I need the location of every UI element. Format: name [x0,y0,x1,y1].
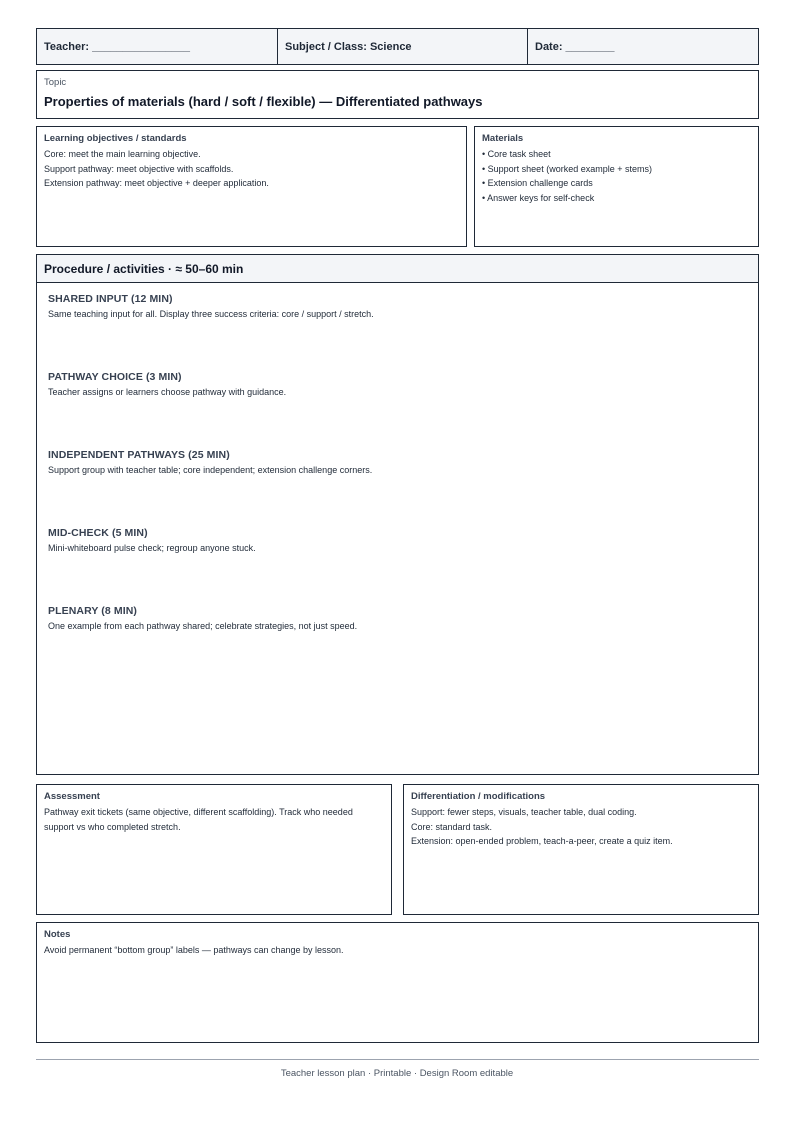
topic-title[interactable]: Properties of materials (hard / soft / flexible) — Differentiated pathways [44,94,483,109]
procedure-step[interactable] [48,293,748,319]
topic-label: Topic [44,77,67,88]
procedure-step[interactable] [48,371,748,397]
differentiation-label: Differentiation / modifications [411,791,546,802]
objective-line[interactable]: Extension pathway: meet objective + deeper application. [44,178,269,188]
footer-divider [36,1059,759,1060]
assessment-text[interactable]: Pathway exit tickets (same objective, different scaffolding). Track who needed support vs who completed stretch. [44,807,353,832]
materials-item[interactable]: • Answer keys for self-check [482,192,595,203]
materials-item[interactable]: • Support sheet (worked example + stems) [482,163,652,174]
footer-text: Teacher lesson plan · Printable · Design Room editable [280,1068,514,1079]
materials-item[interactable]: • Core task sheet [482,149,551,159]
differentiation-line[interactable]: Core: standard task. [411,821,493,832]
assessment-section [36,784,392,915]
step-description: One example from each pathway shared; celebrate strategies, not just speed. [48,621,358,631]
notes-label: Notes [44,929,71,940]
date-field[interactable]: Date: ________ [535,40,615,53]
differentiation-line[interactable]: Extension: open-ended problem, teach-a-peer, create a quiz item. [411,836,673,846]
step-title: SHARED INPUT (12 MIN) [48,293,173,305]
header-row [36,28,759,65]
objectives-label: Learning objectives / standards [44,133,187,144]
step-description: Support group with teacher table; core independent; extension challenge corners. [48,465,373,475]
step-title: MID-CHECK (5 MIN) [48,527,148,539]
notes-section [36,922,759,1043]
step-description: Mini-whiteboard pulse check; regroup anyone stuck. [48,543,256,553]
assessment-label: Assessment [44,791,100,802]
topic-section [36,70,759,119]
procedure-step[interactable] [48,527,748,553]
procedure-heading: Procedure / activities · ≈ 50–60 min [37,255,758,283]
procedure-section [36,254,759,775]
materials-label: Materials [482,133,524,144]
subject-field[interactable]: Subject / Class: Science [285,40,412,53]
objective-line[interactable]: Support pathway: meet objective with scaffolds. [44,163,234,174]
materials-item[interactable]: • Extension challenge cards [482,178,593,188]
teacher-field[interactable]: Teacher: ________________ [44,40,190,53]
step-title: PLENARY (8 MIN) [48,605,138,617]
procedure-step[interactable] [48,449,748,475]
step-description: Teacher assigns or learners choose pathway with guidance. [48,387,287,397]
notes-text[interactable]: Avoid permanent “bottom group” labels — pathways can change by lesson. [44,945,344,955]
step-description: Same teaching input for all. Display three success criteria: core / support / stretch. [48,309,374,319]
objective-line[interactable]: Core: meet the main learning objective. [44,149,201,159]
materials-section [474,126,759,247]
differentiation-line[interactable]: Support: fewer steps, visuals, teacher table, dual coding. [411,807,637,817]
step-title: PATHWAY CHOICE (3 MIN) [48,371,182,383]
objectives-section [36,126,467,247]
procedure-step[interactable] [48,605,748,631]
step-title: INDEPENDENT PATHWAYS (25 MIN) [48,449,230,461]
differentiation-section [403,784,759,915]
